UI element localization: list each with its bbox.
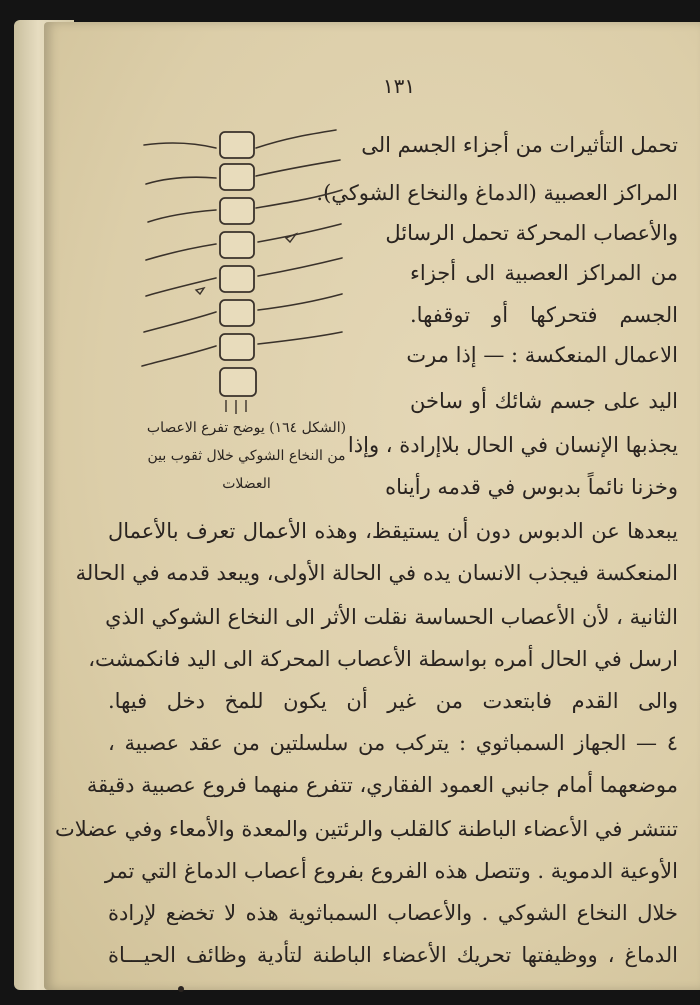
text-line: تنتشر في الأعضاء الباطنة كالقلب والرئتين والمعدة والأمعاء وفي عضلات — [54, 817, 678, 841]
section-heading-sympathetic: ٤ — الجهاز السمباثوي : يتركب من سلسلتين من عقد عصبية ، — [108, 731, 678, 755]
text-line: خلال النخاع الشوكي . والأعصاب السمباثوية هذه لا تخضع لإرادة — [108, 901, 678, 925]
page-number: ١٣١ — [382, 74, 416, 98]
caption-line: العضلات — [222, 476, 271, 492]
text-line: اليد على جسم شائك أو ساخن — [410, 389, 678, 413]
text-line: المراكز العصبية (الدماغ والنخاع الشوكي). — [316, 181, 678, 205]
text-line: من المراكز العصبية الى أجزاء — [410, 261, 678, 285]
text-line: والى القدم فابتعدت من غير أن يكون للمخ دخل فيها. — [108, 689, 678, 713]
text-line: الثانية ، لأن الأعصاب الحساسة نقلت الأثر الى النخاع الشوكي الذي — [105, 605, 678, 629]
text-line: موضعهما أمام جانبي العمود الفقاري، تتفرع منهما فروع عصبية دقيقة — [86, 773, 678, 797]
ink-dot — [178, 986, 184, 992]
text-line: الجسم فتحركها أو توقفها. — [410, 303, 678, 327]
text-line: والأعصاب المحركة تحمل الرسائل — [385, 221, 678, 245]
text-line: الأوعية الدموية . وتتصل هذه الفروع بفروع أعصاب الدماغ التي تمر — [104, 859, 678, 883]
text-line: يجذبها الإنسان في الحال بلاإرادة ، وإذا — [347, 433, 678, 457]
text-line: ارسل في الحال أمره بواسطة الأعصاب المحركة الى اليد فانكمشت، — [88, 647, 678, 671]
book-page — [44, 22, 700, 990]
figure-caption — [114, 414, 379, 498]
spinal-cord-figure — [136, 120, 346, 420]
text-line: وخزنا نائماً بدبوس في قدمه رأيناه — [385, 475, 678, 499]
caption-line: (الشكل ١٦٤) يوضح تفرع الاعصاب — [146, 420, 347, 436]
section-heading-reflex: الاعمال المنعكسة : — إذا مرت — [406, 343, 678, 367]
text-line: تحمل التأثيرات من أجزاء الجسم الى — [361, 133, 678, 157]
text-line: الدماغ ، ووظيفتها تحريك الأعضاء الباطنة لتأدية وظائف الحيـــاة — [108, 943, 678, 967]
text-line: يبعدها عن الدبوس دون أن يستيقظ، وهذه الأعمال تعرف بالأعمال — [108, 519, 678, 543]
caption-line: من النخاع الشوكي خلال ثقوب بين — [147, 448, 346, 464]
text-line: المنعكسة فيجذب الانسان يده في الحالة الأولى، ويبعد قدمه في الحالة — [75, 561, 678, 585]
